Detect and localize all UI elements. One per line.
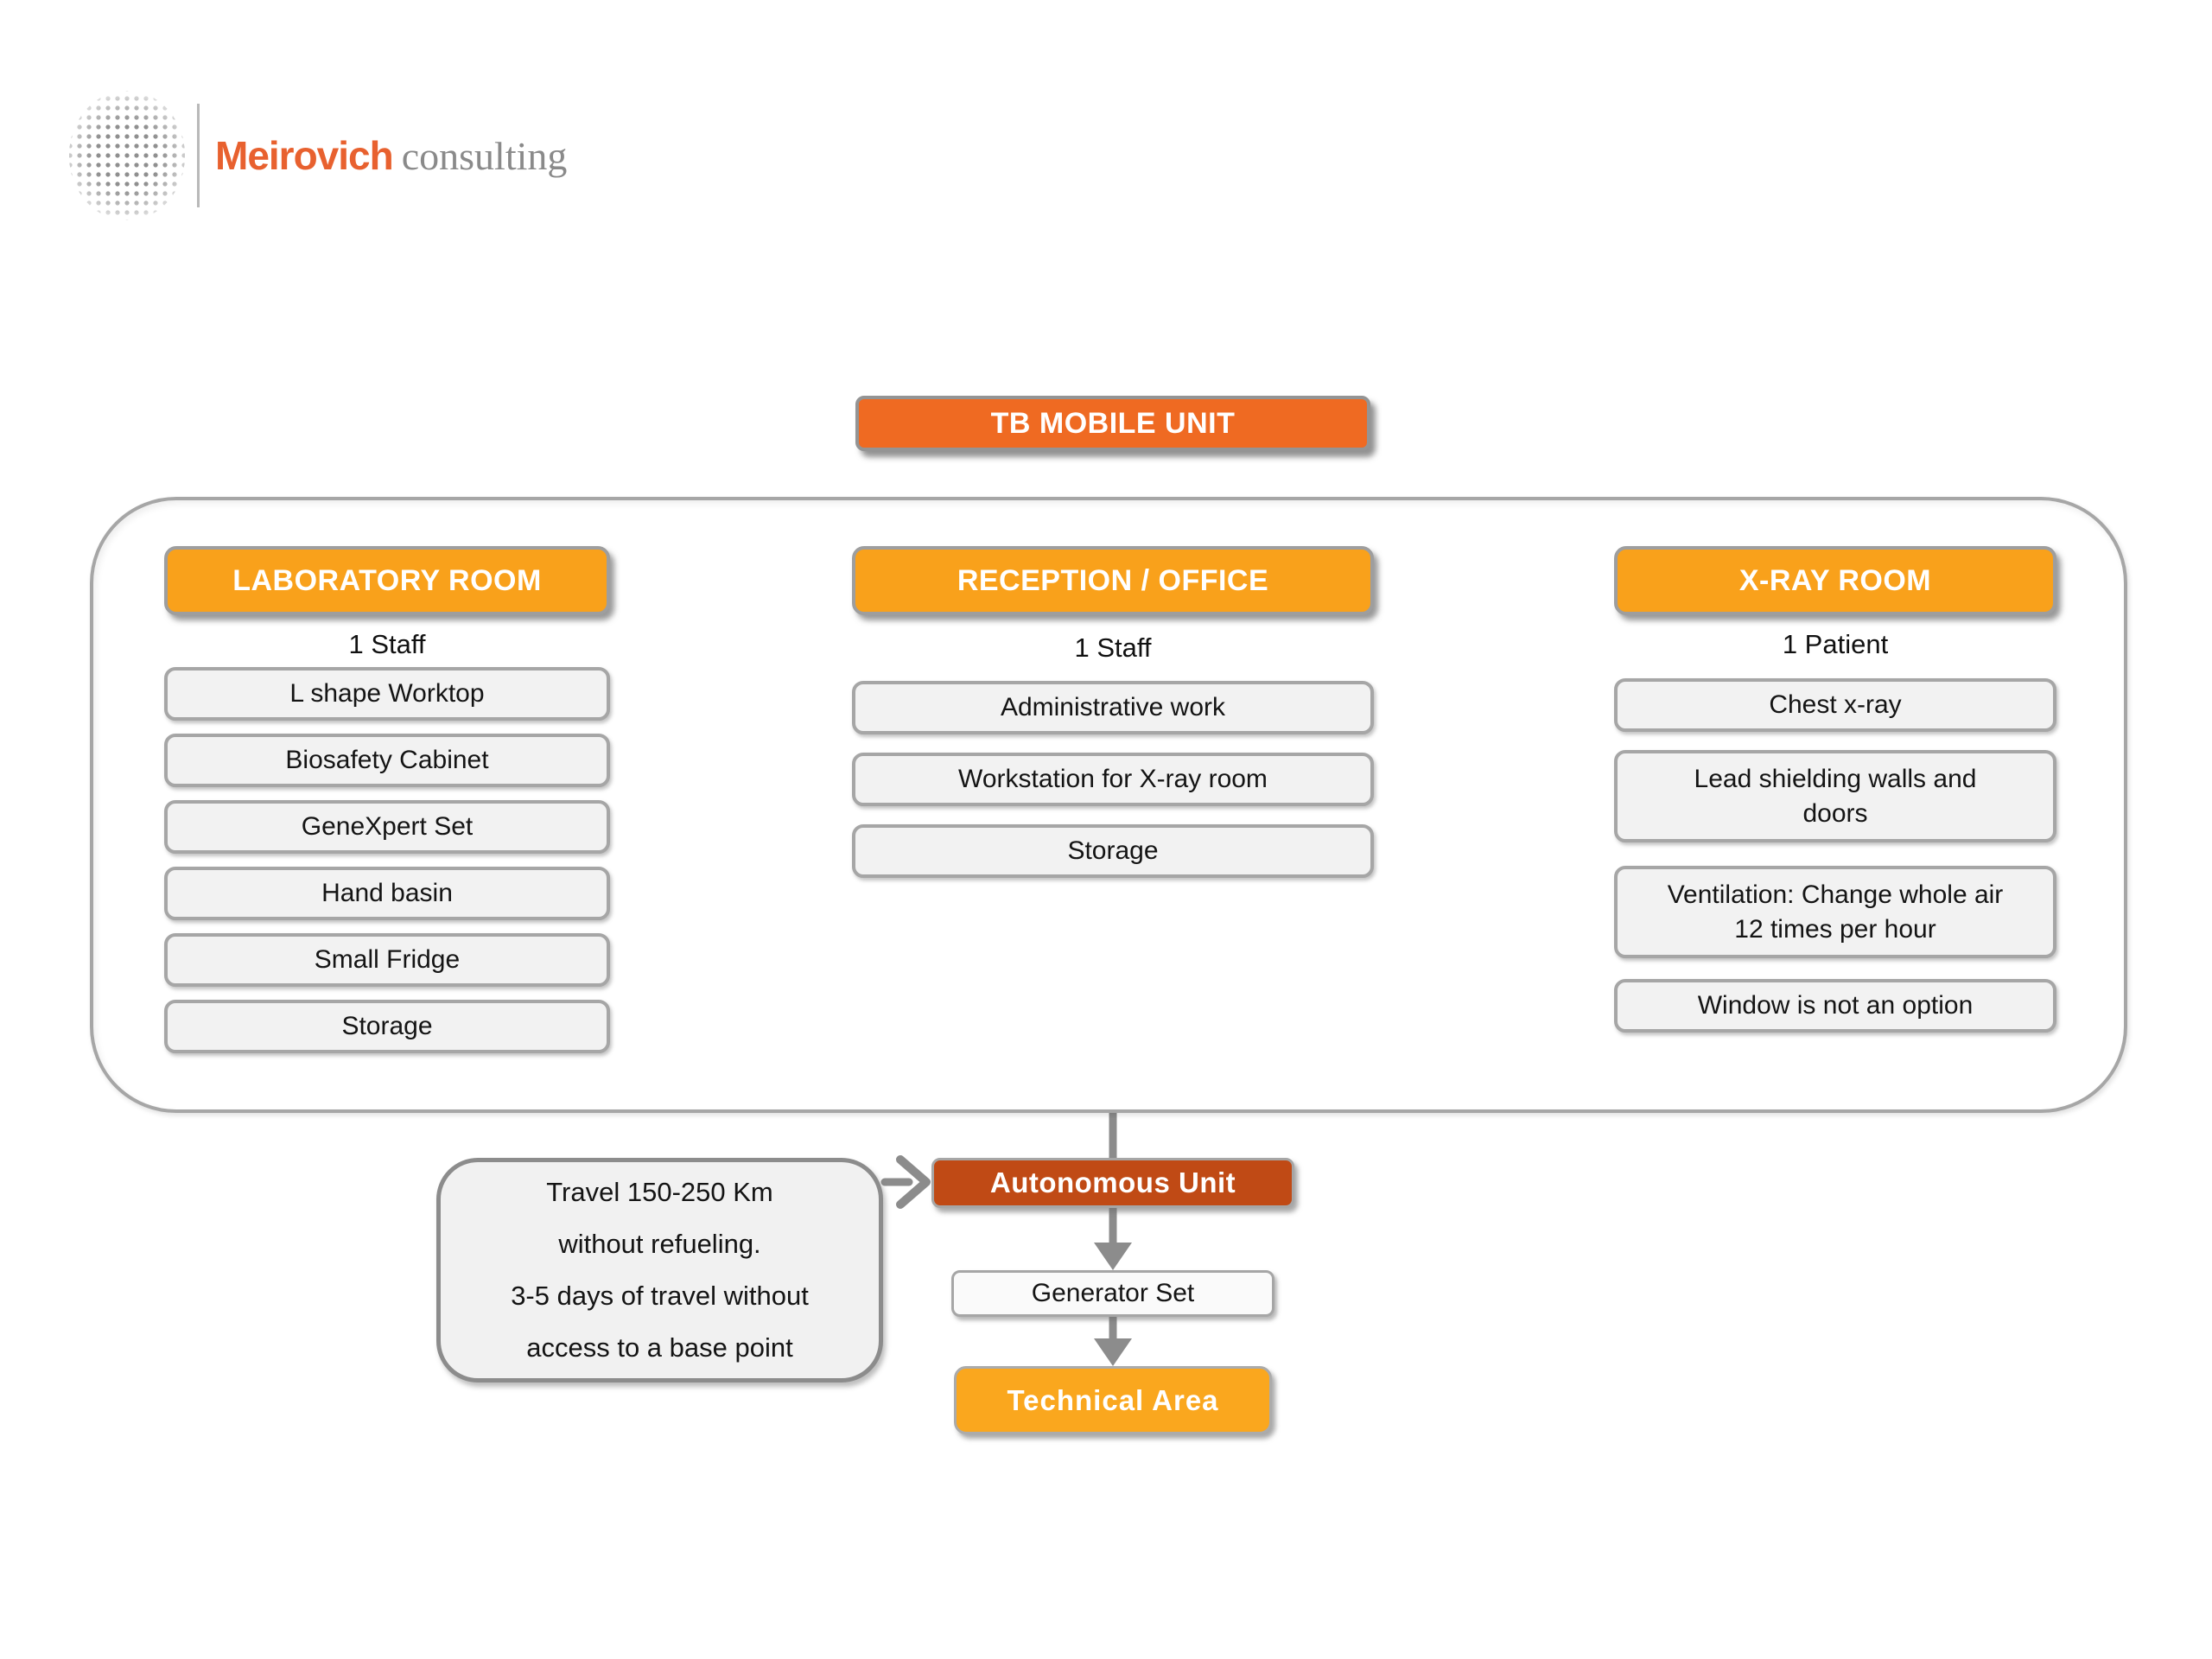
list-item: L shape Worktop [164,667,610,721]
brand-primary: Meirovich [215,132,393,178]
brand-secondary: consulting [401,133,568,178]
xray-room-header: X-RAY ROOM [1614,546,2056,615]
halftone-globe-logo-icon [69,91,185,220]
list-item: Storage [852,824,1374,878]
xray-capacity: 1 Patient [1782,629,1889,659]
laboratory-capacity: 1 Staff [348,629,426,659]
arrow-autonomous-to-generator [1094,1208,1132,1270]
arrow-note-to-autonomous [885,1160,926,1205]
list-item: Lead shielding walls and doors [1614,750,2056,842]
note-line: 3-5 days of travel without [511,1281,809,1311]
list-item: Administrative work [852,681,1374,734]
logo-divider [197,104,200,207]
note-line: access to a base point [526,1332,793,1363]
laboratory-room-header: LABORATORY ROOM [164,546,610,615]
list-item: Ventilation: Change whole air 12 times per hour [1614,866,2056,958]
list-item: Chest x-ray [1614,678,2056,732]
tb-mobile-unit-title: TB MOBILE UNIT [855,396,1370,451]
note-line: without refueling. [558,1229,761,1259]
note-line: Travel 150-250 Km [546,1177,773,1207]
list-item: Storage [164,1000,610,1053]
technical-area-box: Technical Area [954,1366,1272,1434]
brand-name [215,132,568,178]
generator-set-box: Generator Set [951,1270,1274,1317]
logo [69,91,567,220]
list-item: Small Fridge [164,933,610,987]
reception-capacity: 1 Staff [1074,632,1152,663]
list-item: Biosafety Cabinet [164,734,610,787]
list-item: Workstation for X-ray room [852,753,1374,806]
list-item: GeneXpert Set [164,800,610,854]
list-item: Hand basin [164,867,610,920]
autonomous-unit-box: Autonomous Unit [931,1158,1294,1208]
travel-range-note [436,1158,883,1382]
list-item: Window is not an option [1614,979,2056,1033]
arrow-generator-to-technical [1094,1317,1132,1366]
reception-office-header: RECEPTION / OFFICE [852,546,1374,615]
